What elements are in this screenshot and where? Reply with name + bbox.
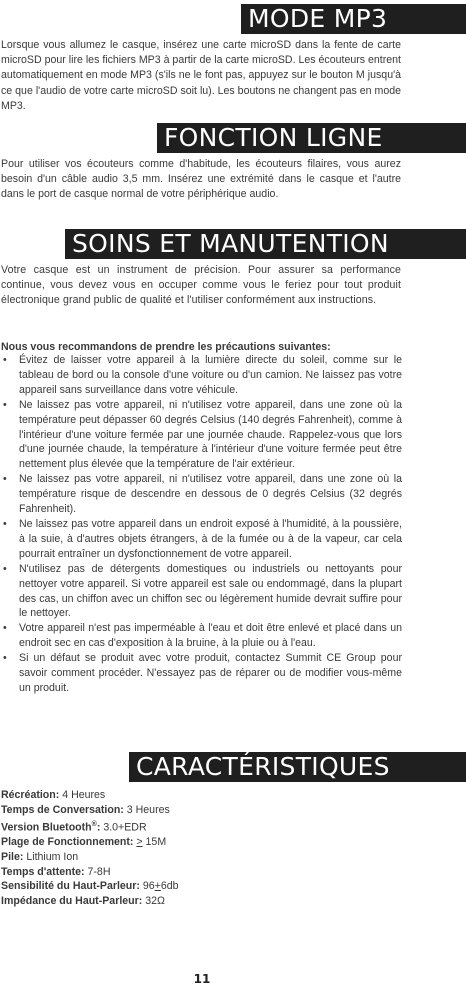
spec-label: Temps d'attente:: [1, 865, 85, 878]
registered-mark: ®: [91, 820, 97, 828]
list-item: [1, 472, 402, 517]
spec-value: 32Ω: [145, 895, 165, 908]
bullet-icon: •: [3, 473, 7, 486]
list-item-text: N'utilisez pas de détergents domestiques ou industriels ou nettoyants pour nettoyer votre appareil. Si votre appareil est sale ou endommagé, dans la plupart des cas, un chiffon avec un chiffon sec ou légèrement humide devrait suffire pour le nettoyer.: [19, 562, 402, 620]
spec-label: Plage de Fonctionnement:: [1, 835, 134, 848]
bullet-icon: •: [3, 652, 7, 665]
spec-value: 3.0+EDR: [103, 821, 147, 834]
spec-playtime: [1, 788, 401, 803]
care-paragraph: Votre casque est un instrument de précision. Pour assurer sa performance continue, vous devez vous en occuper comme vous le feriez pour tout produit électronique grand public de qualité et l'utiliser conformément aux instructions.: [1, 264, 401, 307]
spec-label: Sensibilité du Haut-Parleur:: [1, 880, 140, 893]
spec-impedance: [1, 894, 401, 909]
spec-value: Lithium Ion: [26, 850, 79, 863]
page-number: 11: [193, 972, 211, 986]
spec-range: [1, 835, 401, 850]
bullet-icon: •: [3, 517, 7, 530]
spec-value: 7-8H: [87, 865, 111, 878]
spec-label: Pile:: [1, 850, 24, 863]
spec-standby: [1, 865, 401, 880]
mp3-paragraph: Lorsque vous allumez le casque, insérez une carte microSD dans la fente de carte microSD pour lire les fichiers MP3 à partir de la carte microSD. Les écouteurs entrent automatiquement en mode MP3 (s'ils ne le font pas, appuyez sur le bouton M jusqu'à ce que l'audio de votre carte microSD soit lu). Les boutons ne changent pas en mode MP3.: [1, 39, 401, 112]
spec-symbol: >: [136, 835, 143, 848]
list-item: [1, 517, 402, 562]
bullet-icon: •: [3, 562, 7, 575]
spec-label-colon: :: [96, 821, 101, 834]
spec-value-prefix: 96: [142, 880, 155, 893]
section-heading-mp3: MODE MP3: [241, 4, 466, 34]
spec-label: Version Bluetooth: [1, 821, 92, 834]
list-item: [1, 621, 402, 651]
list-item: [1, 353, 402, 398]
spec-label: Temps de Conversation:: [1, 803, 124, 816]
list-item-text: Ne laissez pas votre appareil, ni n'utilisez votre appareil, dans une zone où la température risque de descendre en dessous de 0 degrés Celsius (32 degrés Fahrenheit).: [19, 473, 402, 516]
list-item: [1, 562, 402, 622]
spec-bluetooth-version: [1, 818, 401, 835]
spec-label: Récréation:: [1, 789, 60, 801]
line-paragraph: Pour utiliser vos écouteurs comme d'habitude, les écouteurs filaires, vous aurez besoin d'un câble audio 3,5 mm. Insérez une extrémité dans le casque et l'autre dans le port de casque normal de votre périphérique audio.: [1, 158, 401, 201]
list-item-text: Votre appareil n'est pas imperméable à l'eau et doit être enlevé et placé dans un endroit sec en cas d'exposition à la bruine, à la pluie ou à l'eau.: [19, 622, 402, 650]
spec-sensitivity: [1, 879, 401, 894]
section-heading-specs: CARACTÉRISTIQUES: [129, 752, 466, 782]
spec-value: 3 Heures: [126, 803, 170, 816]
precautions-list: [1, 353, 402, 696]
spec-value: 6db: [160, 880, 179, 893]
spec-symbol: +: [154, 880, 161, 893]
list-item-text: Si un défaut se produit avec votre produit, contactez Summit CE Group pour savoir comment procéder. N'essayez pas de réparer ou de modifier vous-même un produit.: [19, 652, 402, 694]
spec-value: 4 Heures: [62, 789, 106, 801]
specifications-list: [1, 788, 401, 909]
spec-value: 15M: [145, 835, 167, 848]
bullet-icon: •: [3, 622, 7, 635]
spec-label: Impédance du Haut-Parleur:: [1, 895, 143, 908]
bullet-icon: •: [3, 398, 7, 411]
bullet-icon: •: [3, 354, 7, 366]
list-item: [1, 398, 402, 473]
list-item-text: Ne laissez pas votre appareil dans un endroit exposé à l'humidité, à la poussière, à la suie, à d'autres objets étrangers, à de la fumée ou à de la vapeur, car cela pourrait entraîner un dysfonctionnement de votre appareil.: [19, 517, 402, 560]
care-lead: Nous vous recommandons de prendre les précautions suivantes:: [1, 341, 331, 353]
section-heading-line: FONCTION LIGNE: [157, 123, 466, 153]
spec-battery: [1, 850, 401, 865]
list-item-text: Ne laissez pas votre appareil, ni n'utilisez votre appareil, dans une zone où la température peut dépasser 60 degrés Celsius (140 degrés Fahrenheit), comme à l'intérieur d'une voiture fermée par une journée chaude. Rappelez-vous que lors d'une journée chaude, la température à l'intérieur d'une voiture fermée peut être nettement plus élevée que la température de l'air extérieur.: [19, 398, 402, 471]
list-item-text: Évitez de laisser votre appareil à la lumière directe du soleil, comme sur le tableau de bord ou la console d'une voiture ou d'un camion. Ne laissez pas votre appareil sans surveillance dans votre véhicule.: [19, 354, 402, 396]
list-item: [1, 651, 402, 696]
section-heading-care: SOINS ET MANUTENTION: [65, 229, 466, 259]
spec-talk-time: [1, 803, 401, 818]
